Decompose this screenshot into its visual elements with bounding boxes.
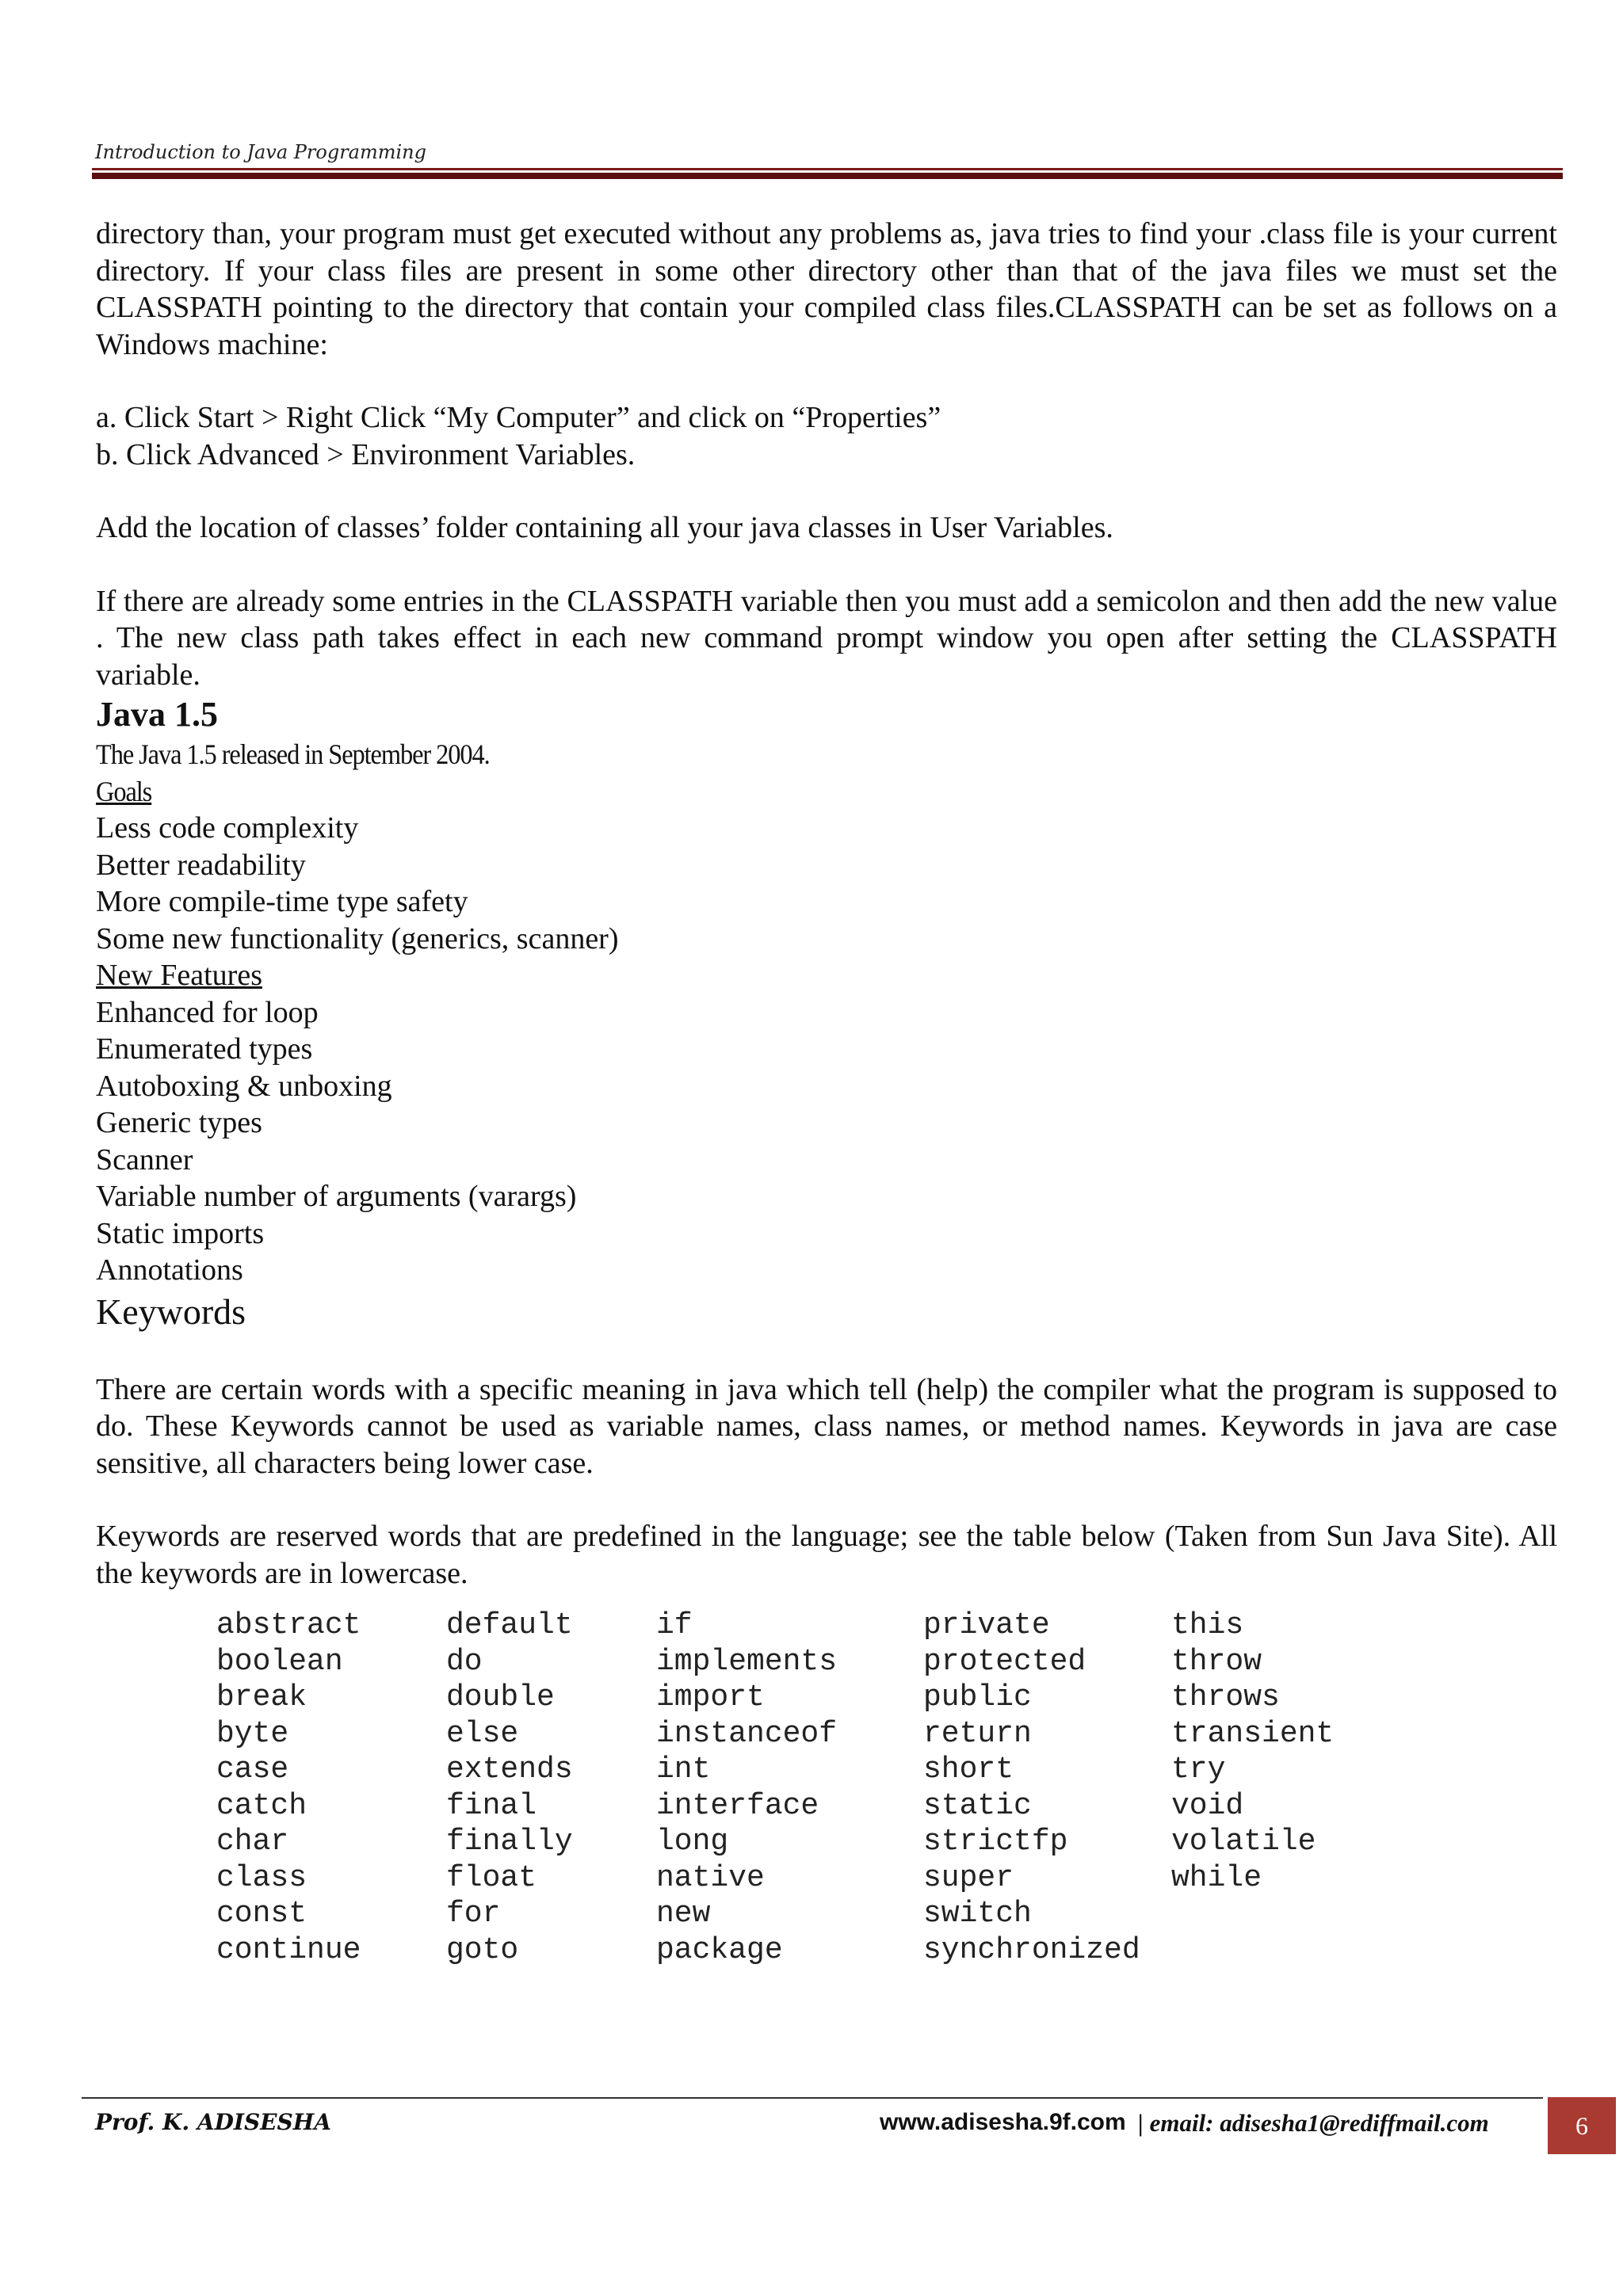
- footer-email: | email: adisesha1@rediffmail.com: [1138, 2109, 1489, 2137]
- keyword-cell: new: [656, 1897, 711, 1931]
- spacer: [96, 363, 1557, 399]
- footer-rule: [82, 2097, 1543, 2099]
- keyword-cell: public: [923, 1680, 1032, 1714]
- goal-item: More compile-time type safety: [96, 885, 468, 918]
- keyword-cell: extends: [446, 1753, 573, 1787]
- feature-item: Generic types: [96, 1106, 262, 1139]
- keyword-cell: long: [656, 1825, 729, 1859]
- header-rule-thick: [92, 173, 1563, 179]
- table-row: [216, 1716, 1409, 1753]
- goal-item: Some new functionality (generics, scanner): [96, 921, 619, 955]
- footer-website: www.adisesha.9f.com: [880, 2109, 1126, 2135]
- keyword-cell: for: [446, 1897, 501, 1931]
- keyword-cell: return: [923, 1716, 1032, 1751]
- page-number: 6: [1548, 2097, 1616, 2154]
- keyword-cell: const: [216, 1897, 307, 1931]
- keyword-cell: double: [446, 1680, 555, 1714]
- keyword-cell: do: [446, 1644, 483, 1679]
- keyword-cell: void: [1171, 1788, 1244, 1823]
- keyword-cell: short: [923, 1753, 1014, 1787]
- table-row: [216, 1824, 1409, 1860]
- keyword-cell: catch: [216, 1788, 307, 1823]
- keyword-cell: this: [1171, 1608, 1244, 1642]
- keyword-cell: protected: [923, 1644, 1086, 1679]
- heading-java-1-5: Java 1.5: [96, 695, 218, 734]
- keyword-cell: super: [923, 1860, 1014, 1895]
- feature-item: Enhanced for loop: [96, 995, 319, 1029]
- keyword-cell: class: [216, 1860, 307, 1895]
- keyword-cell: goto: [446, 1932, 519, 1967]
- table-row: [216, 1752, 1409, 1788]
- keyword-cell: finally: [446, 1825, 573, 1859]
- goal-item: Less code complexity: [96, 811, 359, 845]
- feature-item: Variable number of arguments (varargs): [96, 1180, 577, 1213]
- keyword-cell: volatile: [1171, 1825, 1316, 1859]
- keyword-cell: private: [923, 1608, 1050, 1642]
- heading-keywords: Keywords: [96, 1291, 246, 1332]
- keyword-cell: byte: [216, 1716, 289, 1751]
- paragraph-entries: If there are already some entries in the CLASSPATH variable then you must add a semicolon and then add the new value . The new class path takes effect in each new command prompt window you open after setting the CLASSPATH variable.: [96, 584, 1557, 692]
- keyword-cell: else: [446, 1716, 519, 1751]
- keyword-cell: switch: [923, 1897, 1032, 1931]
- running-header: Introduction to Java Programming: [95, 141, 426, 163]
- spacer: [96, 1335, 1557, 1371]
- keyword-cell: instanceof: [656, 1716, 838, 1751]
- feature-item: Annotations: [96, 1253, 243, 1287]
- keyword-cell: strictfp: [923, 1825, 1068, 1859]
- paragraph-keywords-1: There are certain words with a specific meaning in java which tell (help) the compiler what the program is supposed to do. These Keywords cannot be used as variable names, class names, or method names. Keywords in java are case sensitive, all characters being lower case.: [96, 1372, 1557, 1480]
- keyword-cell: implements: [656, 1644, 838, 1679]
- keyword-cell: continue: [216, 1932, 361, 1967]
- page-content: [96, 215, 1557, 1968]
- keyword-cell: abstract: [216, 1608, 361, 1642]
- keyword-cell: case: [216, 1753, 289, 1787]
- keyword-cell: import: [656, 1680, 765, 1714]
- step-b: b. Click Advanced > Environment Variables.: [96, 437, 636, 471]
- goal-item: Better readability: [96, 848, 306, 882]
- keywords-table-body: [216, 1608, 1409, 1968]
- keyword-cell: synchronized: [923, 1932, 1140, 1967]
- new-features-label: New Features: [96, 959, 262, 992]
- paragraph-add-location: Add the location of classes’ folder containing all your java classes in User Variables.: [96, 511, 1113, 544]
- paragraph-keywords-2: Keywords are reserved words that are predefined in the language; see the table below (Taken from Sun Java Site). All the keywords are in lowercase.: [96, 1520, 1557, 1590]
- keyword-cell: default: [446, 1608, 573, 1642]
- keywords-table: [216, 1608, 1409, 1968]
- keyword-cell: [1171, 1896, 1409, 1932]
- spacer: [96, 1482, 1557, 1518]
- keyword-cell: transient: [1171, 1716, 1335, 1751]
- feature-item: Enumerated types: [96, 1032, 313, 1066]
- keyword-cell: final: [446, 1788, 537, 1823]
- keyword-cell: interface: [656, 1788, 819, 1823]
- step-a: a. Click Start > Right Click “My Computer” and click on “Properties”: [96, 401, 941, 434]
- goals-label: Goals: [96, 775, 152, 807]
- table-row: [216, 1680, 1409, 1716]
- spacer: [96, 473, 1557, 509]
- keyword-cell: if: [656, 1608, 693, 1642]
- keyword-cell: boolean: [216, 1644, 343, 1679]
- table-row: [216, 1860, 1409, 1897]
- table-row: [216, 1644, 1409, 1680]
- keyword-cell: [1171, 1932, 1409, 1969]
- table-row: [216, 1932, 1409, 1969]
- keyword-cell: try: [1171, 1753, 1226, 1787]
- feature-item: Scanner: [96, 1142, 193, 1177]
- keyword-cell: int: [656, 1753, 711, 1787]
- table-row: [216, 1608, 1409, 1644]
- paragraph-classpath: directory than, your program must get executed without any problems as, java tries to find your .class file is your current directory. If your class files are present in some other directory other than that of the java files we must set the CLASSPATH pointing to the directory that contain your compiled class files.CLASSPATH can be set as follows on a Windows machine:: [96, 217, 1557, 361]
- spacer: [96, 547, 1557, 583]
- keyword-cell: throw: [1171, 1644, 1262, 1679]
- keyword-cell: throws: [1171, 1680, 1280, 1714]
- table-row: [216, 1788, 1409, 1825]
- keyword-cell: char: [216, 1825, 289, 1859]
- java15-release-text: The Java 1.5 released in September 2004.: [96, 738, 490, 770]
- keyword-cell: package: [656, 1932, 783, 1967]
- keyword-cell: break: [216, 1680, 307, 1714]
- feature-item: Autoboxing & unboxing: [96, 1069, 392, 1103]
- feature-item: Static imports: [96, 1216, 265, 1250]
- keyword-cell: while: [1171, 1860, 1262, 1895]
- keyword-cell: static: [923, 1788, 1032, 1823]
- keyword-cell: native: [656, 1860, 765, 1895]
- footer-author: Prof. K. ADISESHA: [95, 2109, 331, 2135]
- table-row: [216, 1896, 1409, 1932]
- keyword-cell: float: [446, 1860, 537, 1895]
- header-rule-thin: [92, 168, 1563, 170]
